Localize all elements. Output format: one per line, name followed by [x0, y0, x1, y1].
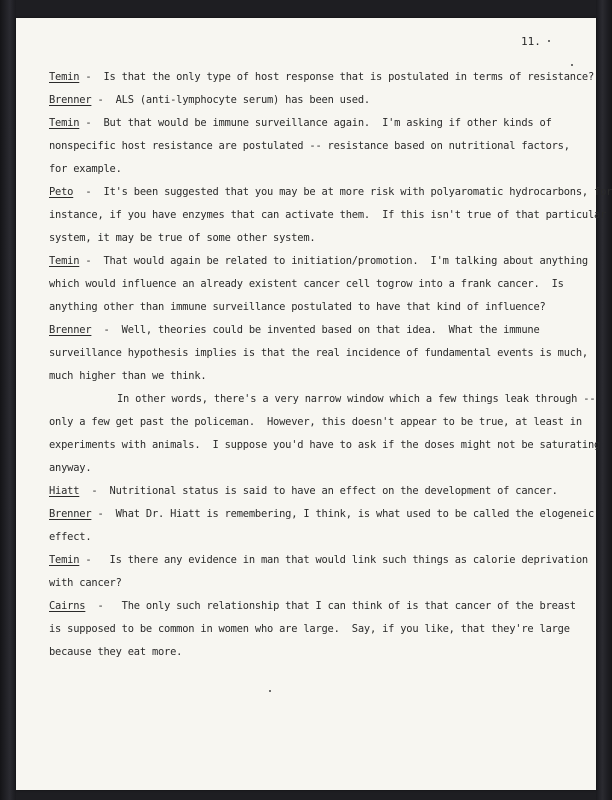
- line-text: only a few get past the policeman. However, this doesn't appear to be true, at least in: [49, 416, 582, 428]
- transcript-line: [49, 89, 594, 112]
- speaker-name: Hiatt: [49, 485, 80, 497]
- transcript-line: [49, 319, 594, 342]
- speaker-name: Cairns: [49, 600, 86, 612]
- line-text: anything other than immune surveillance postulated to have that kind of influence?: [49, 301, 546, 313]
- speaker-name: Peto: [49, 186, 74, 198]
- transcript-line: [49, 434, 601, 457]
- line-text: - Is that the only type of host response that is postulated in terms of resistance?: [79, 71, 595, 83]
- binding-edge-left: [0, 0, 16, 800]
- speaker-name: Brenner: [49, 94, 92, 106]
- transcript-line: [49, 388, 594, 411]
- line-text: instance, if you have enzymes that can activate them. If this isn't true of that particular: [49, 209, 607, 221]
- page-number: 11.: [521, 35, 541, 48]
- transcript-line: [49, 227, 594, 250]
- transcript-line: [49, 457, 594, 480]
- line-text: - What Dr. Hiatt is remembering, I think, is what used to be called the elogeneic: [91, 508, 595, 520]
- line-text: for example.: [49, 163, 122, 175]
- binding-edge-right: [596, 0, 612, 800]
- line-text: because they eat more.: [49, 646, 183, 658]
- page-mark: [269, 690, 271, 692]
- transcript-line: [49, 595, 594, 618]
- speaker-name: Temin: [49, 554, 80, 566]
- transcript-line: [49, 365, 594, 388]
- page-mark: [548, 40, 550, 42]
- transcript-line: [49, 135, 594, 158]
- speaker-name: Temin: [49, 255, 80, 267]
- line-text: - The only such relationship that I can think of is that cancer of the breast: [85, 600, 576, 612]
- line-text: - It's been suggested that you may be at more risk with polyaromatic hydrocarbons, for: [73, 186, 612, 198]
- transcript-line: [49, 549, 594, 572]
- speaker-name: Temin: [49, 117, 80, 129]
- line-text: much higher than we think.: [49, 370, 207, 382]
- line-text: effect.: [49, 531, 92, 543]
- line-text: In other words, there's a very narrow window which a few things leak through --: [117, 393, 596, 405]
- line-text: - But that would be immune surveillance again. I'm asking if other kinds of: [79, 117, 552, 129]
- transcript-line: [49, 526, 594, 549]
- transcript-line: [49, 503, 594, 526]
- transcript-line: [49, 158, 594, 181]
- speaker-name: Temin: [49, 71, 80, 83]
- transcript-line: [49, 250, 594, 273]
- line-text: system, it may be true of some other system.: [49, 232, 316, 244]
- transcript-line: [49, 112, 594, 135]
- speaker-name: Brenner: [49, 324, 92, 336]
- line-text: anyway.: [49, 462, 92, 474]
- line-text: - ALS (anti-lymphocyte serum) has been used.: [91, 94, 370, 106]
- line-text: is supposed to be common in women who are large. Say, if you like, that they're large: [49, 623, 570, 635]
- line-text: surveillance hypothesis implies is that the real incidence of fundamental events is much,: [49, 347, 588, 359]
- transcript-line: [49, 296, 594, 319]
- transcript-body: [49, 66, 612, 664]
- transcript-line: [49, 572, 594, 595]
- line-text: experiments with animals. I suppose you'd have to ask if the doses might not be saturating: [49, 439, 601, 451]
- transcript-line: [49, 641, 594, 664]
- transcript-line: [49, 66, 594, 89]
- line-text: - That would again be related to initiation/promotion. I'm talking about anything: [79, 255, 588, 267]
- transcript-line: [49, 411, 594, 434]
- transcript-line: [49, 480, 594, 503]
- transcript-line: [49, 181, 612, 204]
- line-text: - Nutritional status is said to have an effect on the development of cancer.: [79, 485, 558, 497]
- transcript-line: [49, 204, 607, 227]
- speaker-name: Brenner: [49, 508, 92, 520]
- line-text: with cancer?: [49, 577, 122, 589]
- line-text: which would influence an already existent cancer cell togrow into a frank cancer. Is: [49, 278, 564, 290]
- transcript-line: [49, 273, 594, 296]
- line-text: - Well, theories could be invented based on that idea. What the immune: [91, 324, 540, 336]
- transcript-line: [49, 342, 594, 365]
- line-text: - Is there any evidence in man that would link such things as calorie deprivation: [79, 554, 588, 566]
- transcript-line: [49, 618, 594, 641]
- line-text: nonspecific host resistance are postulated -- resistance based on nutritional factors,: [49, 140, 570, 152]
